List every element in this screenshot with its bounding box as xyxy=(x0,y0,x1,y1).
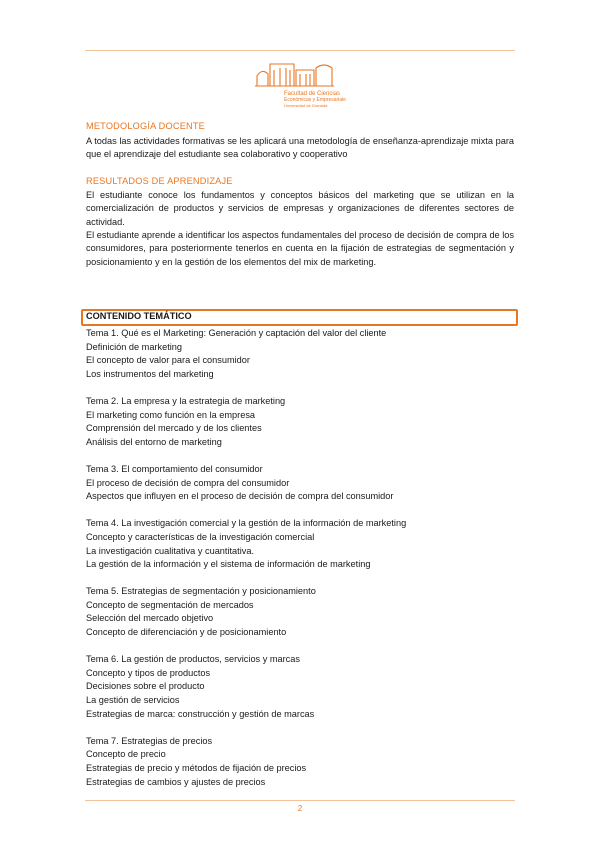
topic-item: Concepto de diferenciación y de posicionamiento xyxy=(86,627,287,638)
topic-item: Concepto de segmentación de mercados xyxy=(86,599,254,610)
topic-item: La gestión de servicios xyxy=(86,695,180,706)
topic-4 xyxy=(86,517,514,571)
topic-3 xyxy=(86,463,514,504)
topic-item: Decisiones sobre el producto xyxy=(86,681,205,692)
topic-7 xyxy=(86,735,514,789)
topic-item: La gestión de la información y el sistema de información de marketing xyxy=(86,559,371,570)
topic-title: Tema 4. La investigación comercial y la gestión de la información de marketing xyxy=(86,518,407,529)
topic-item: La investigación cualitativa y cuantitativa. xyxy=(86,545,255,556)
logo-line-1: Facultad de Ciencias xyxy=(284,91,341,97)
topic-2 xyxy=(86,395,514,449)
metodologia-text: A todas las actividades formativas se les aplicará una metodología de enseñanza-aprendizaje mixta para que el aprendizaje del estudiante sea colaborativo y cooperativo xyxy=(86,136,514,160)
resultados-paragraph-2: El estudiante aprende a identificar los aspectos fundamentales del proceso de decisión de compra de los consumidores, para posteriormente tenerlos en cuenta en la fijación de estrategias de segmentación y posicionamiento y en la gestión de los elementos del mix de marketing. xyxy=(86,230,514,267)
topic-item: Comprensión del mercado y de los clientes xyxy=(86,423,262,434)
topic-item: Aspectos que influyen en el proceso de decisión de compra del consumidor xyxy=(86,491,394,502)
faculty-logo xyxy=(254,58,346,108)
topic-title: Tema 1. Qué es el Marketing: Generación y captación del valor del cliente xyxy=(86,328,387,338)
topic-title: Tema 6. La gestión de productos, servicios y marcas xyxy=(86,654,300,665)
topic-title: Tema 2. La empresa y la estrategia de marketing xyxy=(86,395,286,406)
topic-item: El marketing como función en la empresa xyxy=(86,409,256,420)
building-logo-icon xyxy=(254,58,346,108)
resultados-paragraph-1: El estudiante conoce los fundamentos y conceptos básicos del marketing que se utilizan en la comercialización de productos y servicios de empresas y organizaciones de diferentes sectores de actividad. xyxy=(86,190,514,227)
topic-item: Análisis del entorno de marketing xyxy=(86,436,222,447)
logo-line-2: Económicas y Empresariales xyxy=(284,97,346,103)
topic-item: Selección del mercado objetivo xyxy=(86,613,214,624)
topic-title: Tema 5. Estrategias de segmentación y posicionamiento xyxy=(86,586,316,597)
topic-item: El concepto de valor para el consumidor xyxy=(86,355,250,366)
topic-item: Concepto y características de la investigación comercial xyxy=(86,531,315,542)
topic-item: Definición de marketing xyxy=(86,341,183,352)
resultados-title: RESULTADOS DE APRENDIZAJE xyxy=(86,176,233,186)
footer-rule xyxy=(85,800,515,801)
topic-5 xyxy=(86,585,514,639)
topic-6 xyxy=(86,653,514,721)
topic-item: Estrategias de marca: construcción y gestión de marcas xyxy=(86,708,315,719)
topic-item: Estrategias de precio y métodos de fijación de precios xyxy=(86,763,307,773)
topic-item: Concepto y tipos de productos xyxy=(86,667,211,678)
page-number: 2 xyxy=(297,804,303,813)
header-rule xyxy=(85,50,515,51)
topic-item: El proceso de decisión de compra del consumidor xyxy=(86,477,290,488)
topic-title: Tema 7. Estrategias de precios xyxy=(86,735,213,746)
topic-item: Concepto de precio xyxy=(86,749,166,760)
logo-line-3: Universidad de Granada xyxy=(284,103,328,108)
metodologia-title: METODOLOGÍA DOCENTE xyxy=(86,121,206,131)
topic-1 xyxy=(86,327,514,381)
topic-item: Los instrumentos del marketing xyxy=(86,368,214,379)
topic-item: Estrategias de cambios y ajustes de precios xyxy=(86,776,266,787)
topic-title: Tema 3. El comportamiento del consumidor xyxy=(86,463,263,474)
contenido-title: CONTENIDO TEMÁTICO xyxy=(86,311,192,321)
topics-list xyxy=(86,327,514,803)
